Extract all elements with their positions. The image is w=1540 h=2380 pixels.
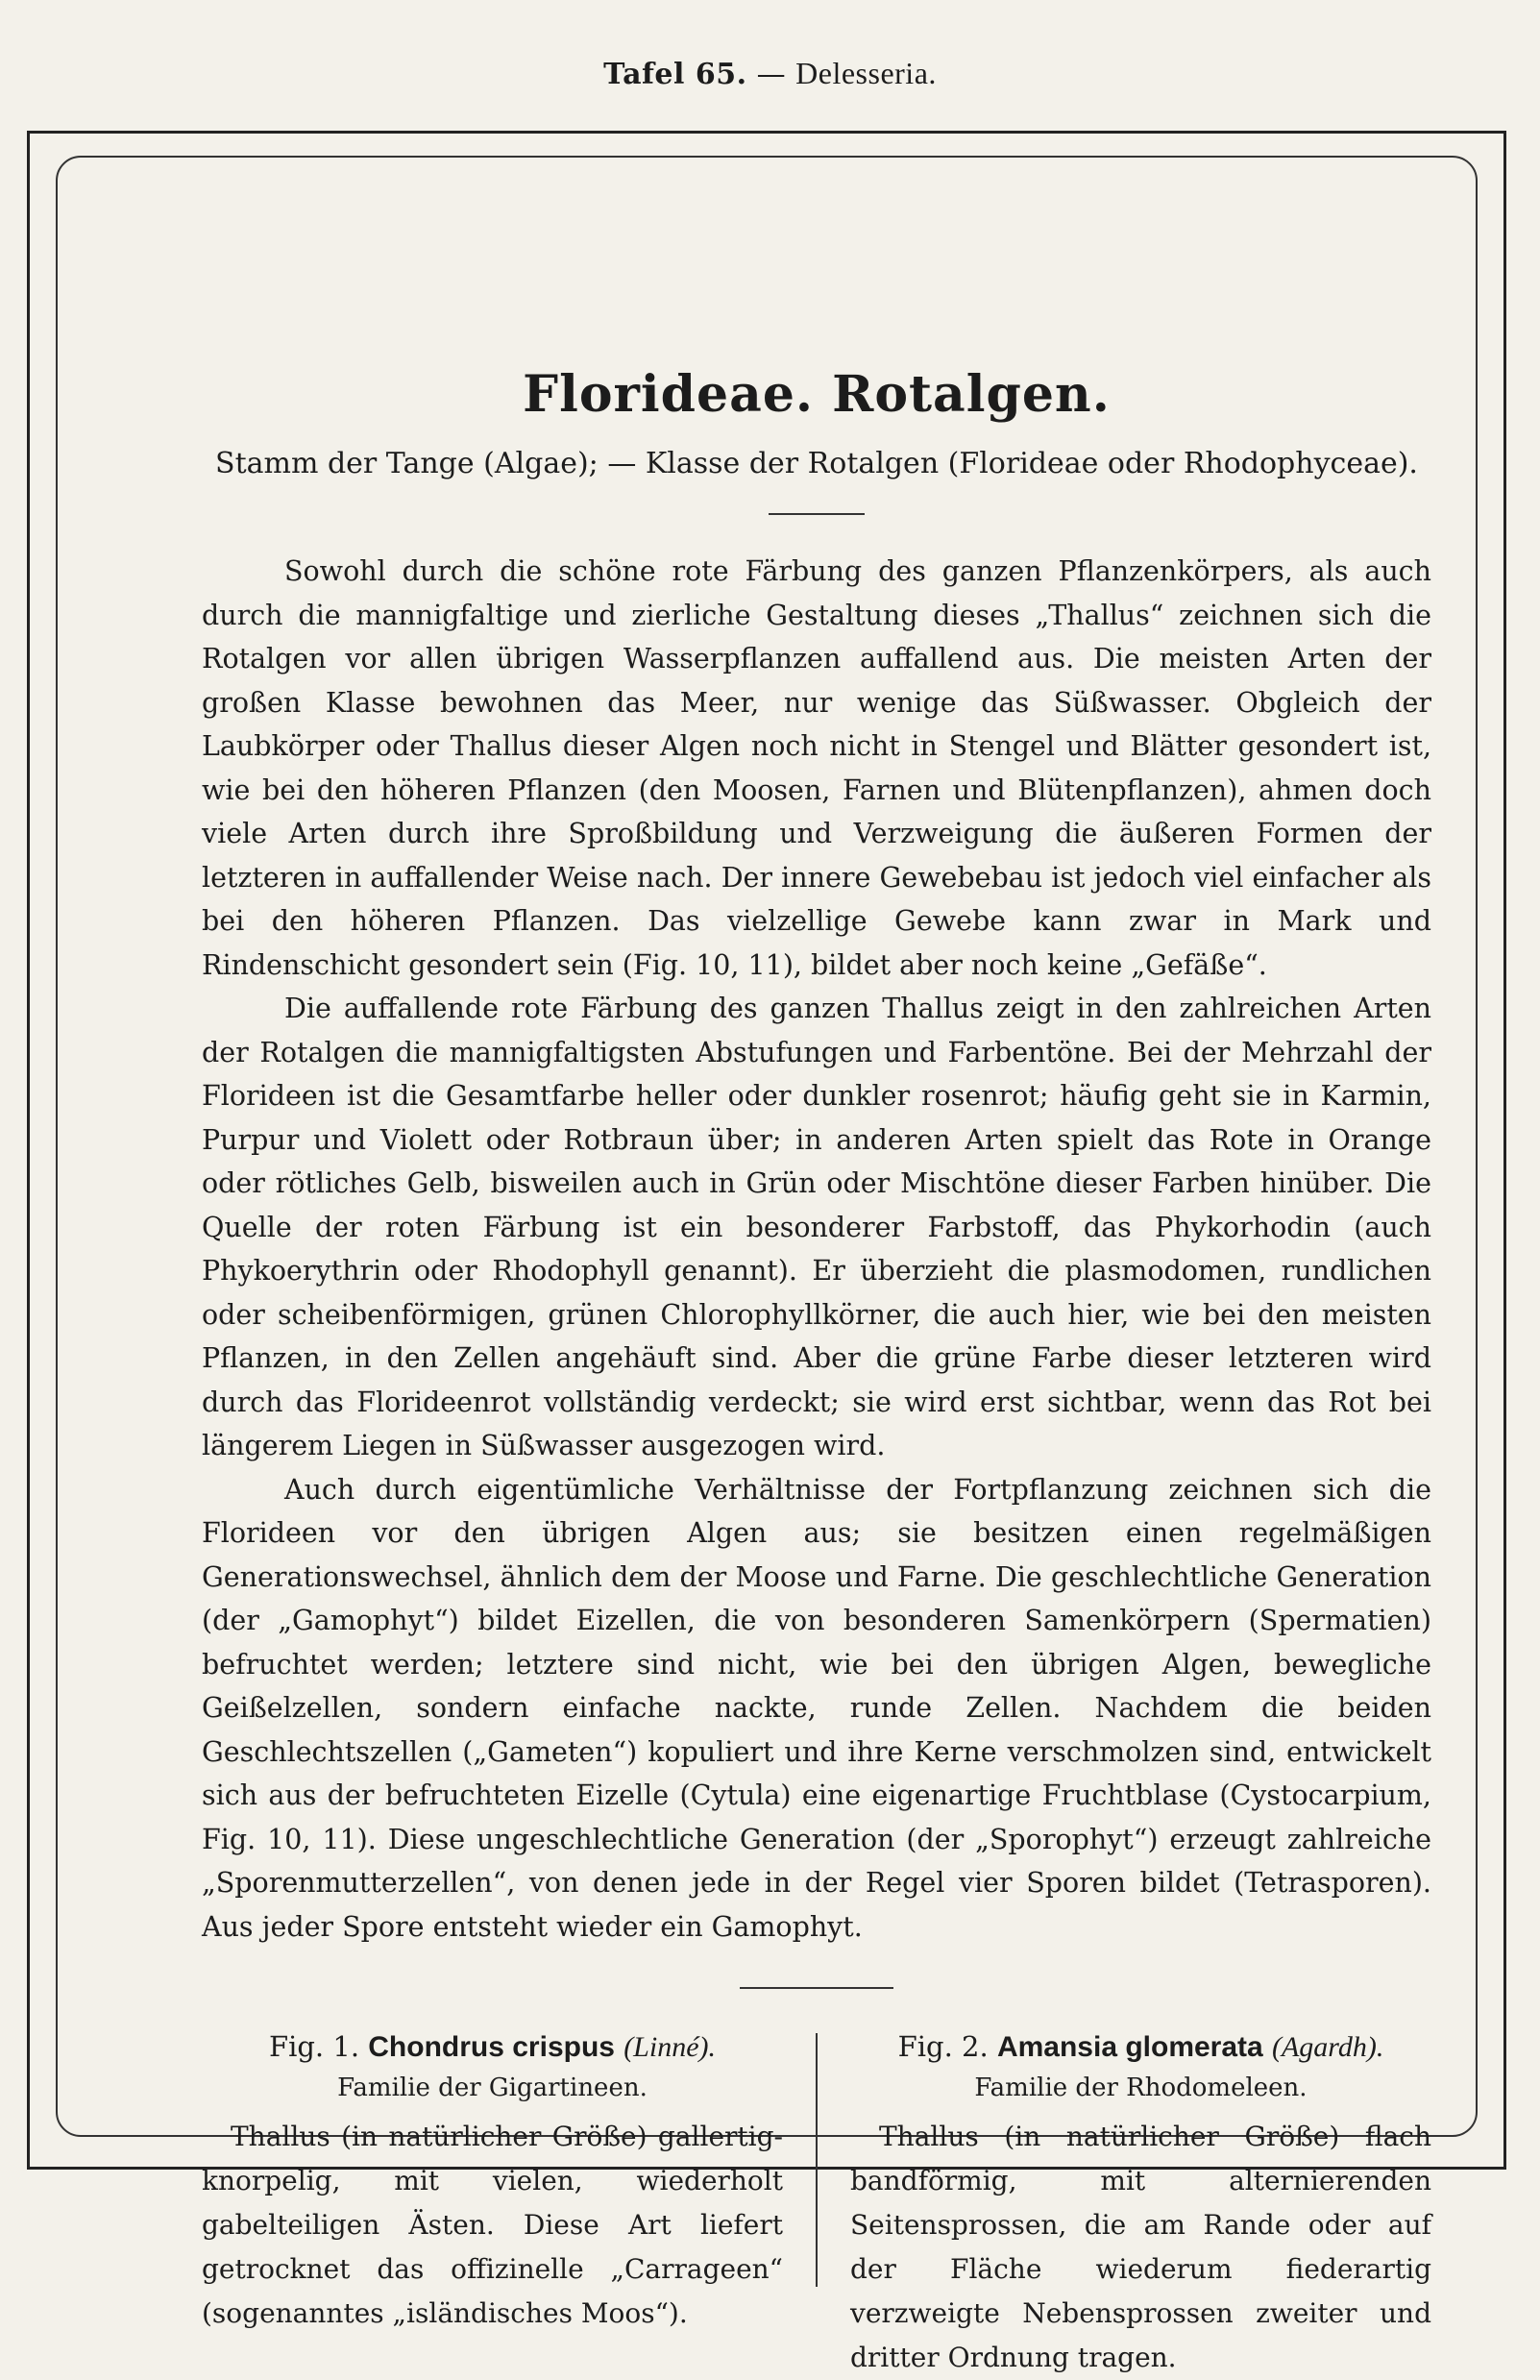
figure-descriptions	[202, 2027, 1431, 2380]
species-author: (Agardh).	[1271, 2031, 1384, 2063]
page-title: Florideae. Rotalgen.	[523, 365, 1111, 424]
section-divider	[740, 1987, 893, 1989]
title-divider	[769, 513, 865, 515]
family-name: Familie der Gigartineen.	[337, 2073, 648, 2102]
paragraph: Die auffallende rote Färbung des ganzen Thallus zeigt in den zahlreichen Arten der Rotalgen die mannigfaltigsten Abstufungen und Farbentöne. Bei der Mehrzahl der Florideen ist die Gesamtfarbe heller oder dunkler rosenrot; häufig geht sie in Karmin, Purpur und Violett oder Rotbraun über; in anderen Arten spielt das Rote in Orange oder rötliches Gelb, bisweilen auch in Grün oder Mischtöne dieser Farben hinüber. Die Quelle der roten Färbung ist ein besonderer Farbstoff, das Phykorhodin (auch Phykoerythrin oder Rhodophyll genannt). Er überzieht die plasmodomen, rundlichen oder scheibenförmigen, grünen Chlorophyllkörner, die auch hier, wie bei den meisten Pflanzen, in den Zellen angehäuft sind. Aber die grüne Farbe dieser letzteren wird durch das Florideenrot vollständig verdeckt; sie wird erst sichtbar, wenn das Rot bei längerem Liegen in Süßwasser ausgezogen wird.	[202, 993, 1431, 1461]
figure-description: Thallus (in natürlicher Größe) gallertig-knorpelig, mit vielen, wiederholt gabelteiligen Ästen. Diese Art liefert getrocknet das offizinelle „Carrageen“ (sogenanntes „isländisches Moos“).	[202, 2121, 783, 2329]
figure-1	[202, 2027, 816, 2380]
paragraph: Auch durch eigentümliche Verhältnisse der Fortpflanzung zeichnen sich die Florideen vor den übrigen Algen aus; sie besitzen einen regelmäßigen Generationswechsel, ähnlich dem der Moose und Farne. Die geschlechtliche Generation (der „Gamophyt“) bildet Eizellen, die von besonderen Samenkörpern (Spermatien) befruchtet werden; letztere sind nicht, wie bei den übrigen Algen, bewegliche Geißelzellen, sondern einfache nackte, runde Zellen. Nachdem die beiden Geschlechtszellen („Gameten“) kopuliert und ihre Kerne verschmolzen sind, entwickelt sich aus der befruchteten Eizelle (Cytula) eine eigenartige Fruchtblase (Cystocarpium, Fig. 10, 11). Diese ungeschlechtliche Generation (der „Sporophyt“) erzeugt zahlreiche „Sporenmutterzellen“, von denen jede in der Regel vier Sporen bildet (Tetrasporen). Aus jeder Spore entsteht wieder ein Gamophyt.	[202, 1473, 1431, 1943]
genus-name: Delesseria.	[795, 56, 937, 90]
figure-2	[818, 2027, 1431, 2380]
species-name: Chondrus crispus	[368, 2031, 615, 2063]
species-author: (Linné).	[623, 2031, 717, 2063]
page-subtitle: Stamm der Tange (Algae); — Klasse der Rotalgen (Florideae oder Rhodophyceae).	[215, 447, 1418, 480]
page-content	[202, 365, 1431, 2380]
figure-label: Fig. 2.	[897, 2030, 989, 2063]
plate-number: Tafel 65.	[603, 58, 747, 91]
header-separator: —	[756, 58, 787, 91]
figure-label: Fig. 1.	[268, 2030, 360, 2063]
paragraph: Sowohl durch die schöne rote Färbung des ganzen Pflanzenkörpers, als auch durch die mannigfaltige und zierliche Gestaltung dieses „Thallus“ zeichnen sich die Rotalgen vor allen übrigen Wasserpflanzen auffallend aus. Die meisten Arten der großen Klasse bewohnen das Meer, nur wenige das Süßwasser. Obgleich der Laubkörper oder Thallus dieser Algen noch nicht in Stengel und Blätter gesondert ist, wie bei den höheren Pflanzen (den Moosen, Farnen und Blütenpflanzen), ahmen doch viele Arten durch ihre Sproßbildung und Verzweigung die äußeren Formen der letzteren in auffallender Weise nach. Der innere Gewebebau ist jedoch viel einfacher als bei den höheren Pflanzen. Das vielzellige Gewebe kann zwar in Mark und Rindenschicht gesondert sein (Fig. 10, 11), bildet aber noch keine „Gefäße“.	[202, 555, 1431, 981]
body-text	[202, 550, 1431, 1949]
family-name: Familie der Rhodomeleen.	[974, 2073, 1308, 2102]
species-name: Amansia glomerata	[996, 2031, 1263, 2063]
figure-description: Thallus (in natürlicher Größe) flach bandförmig, mit alternierenden Seitensprossen, die am Rande oder auf der Fläche wiederum fiederartig verzweigte Nebensprossen zweiter und dritter Ordnung tragen.	[850, 2121, 1431, 2373]
running-head	[0, 56, 1540, 91]
figure-heading	[850, 2027, 1431, 2067]
figure-heading	[202, 2027, 783, 2067]
